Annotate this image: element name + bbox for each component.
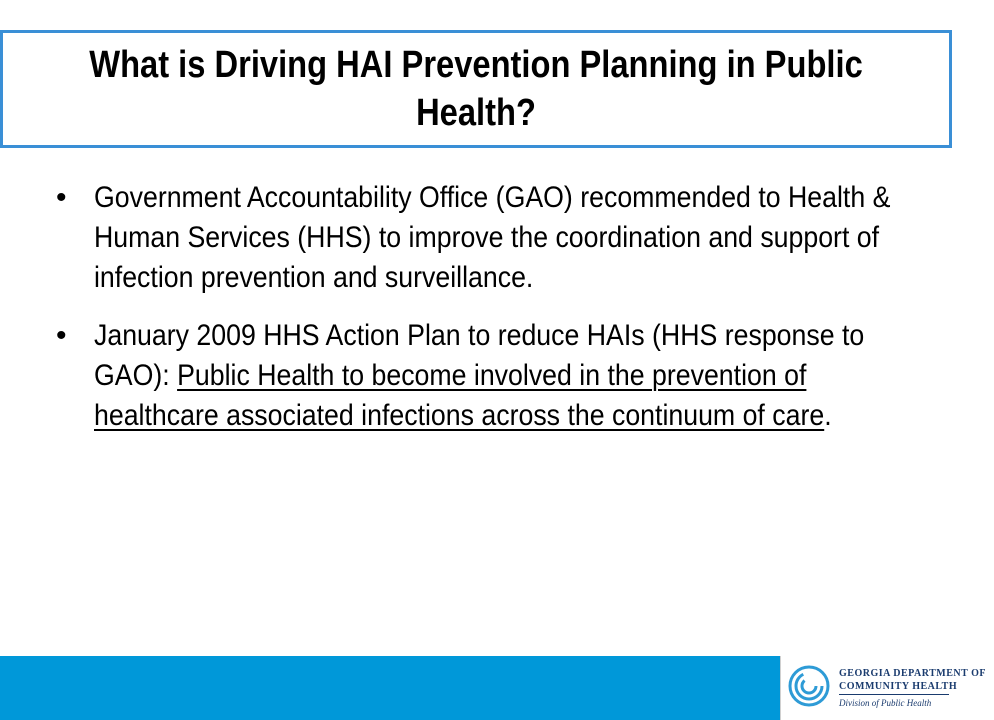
logo-line-2: COMMUNITY HEALTH xyxy=(839,681,958,692)
slide-title: What is Driving HAI Prevention Planning in Public Health? xyxy=(89,44,863,134)
department-logo xyxy=(780,656,987,720)
logo-line-1: GEORGIA DEPARTMENT OF xyxy=(839,668,987,679)
bullet-2-lead: January 2009 HHS Action Plan to reduce HAIs (HHS response to GAO): xyxy=(94,319,865,392)
bullet-item-2 xyxy=(44,316,944,436)
bullet-list xyxy=(44,178,944,454)
bullet-item-1 xyxy=(44,178,944,298)
slide-title-box xyxy=(0,30,952,148)
bullet-marker: • xyxy=(56,319,67,352)
bullet-text-1: Government Accountability Office (GAO) recommended to Health & Human Services (HHS) to improve the coordination and support of infection prevention and surveillance. xyxy=(94,181,891,294)
logo-divider xyxy=(839,694,949,695)
logo-line-3: Division of Public Health xyxy=(839,698,932,708)
bullet-text-2 xyxy=(94,316,895,436)
bullet-marker: • xyxy=(56,181,67,214)
bullet-2-tail: . xyxy=(824,399,832,432)
bullet-2-underlined: Public Health to become involved in the prevention of healthcare associated infections across the continuum of care xyxy=(94,359,825,432)
logo-swirl-icon xyxy=(787,664,831,708)
